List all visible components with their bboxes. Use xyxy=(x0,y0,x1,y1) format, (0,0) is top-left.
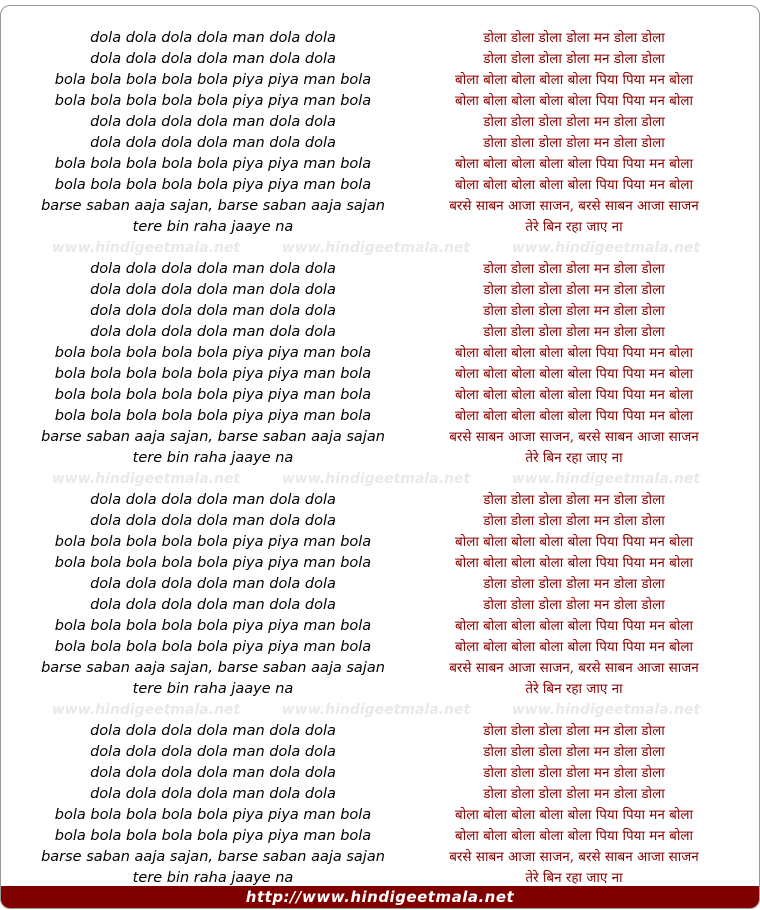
lyric-line-hindi: बरसे साबन आजा साजन, बरसे साबन आजा साजन xyxy=(449,660,699,676)
lyric-line-english: dola dola dola dola man dola dola xyxy=(90,303,336,319)
lyric-line-english: barse saban aaja sajan, barse saban aaja sajan xyxy=(41,660,385,676)
lyric-line-english: bola bola bola bola bola piya piya man bola xyxy=(54,156,372,172)
lyric-line-hindi: तेरे बिन रहा जाए ना xyxy=(525,870,623,886)
watermark-text: www.hindigeetmala.net xyxy=(511,240,701,256)
lyric-line-english: bola bola bola bola bola piya piya man bola xyxy=(54,408,372,424)
lyric-line-hindi: डोला डोला डोला डोला मन डोला डोला xyxy=(483,723,665,739)
lyric-line-hindi: डोला डोला डोला डोला मन डोला डोला xyxy=(483,261,665,277)
lyric-line-english: dola dola dola dola man dola dola xyxy=(90,51,336,67)
lyric-line-english: dola dola dola dola man dola dola xyxy=(90,282,336,298)
lyric-line-hindi: बोला बोला बोला बोला बोला पिया पिया मन बोला xyxy=(454,345,693,361)
lyric-line-hindi: बोला बोला बोला बोला बोला पिया पिया मन बोला xyxy=(454,807,693,823)
lyric-line-english: barse saban aaja sajan, barse saban aaja sajan xyxy=(41,198,385,214)
lyric-line-english: dola dola dola dola man dola dola xyxy=(90,261,336,277)
lyric-line-english: bola bola bola bola bola piya piya man bola xyxy=(54,828,372,844)
lyric-line-hindi: बोला बोला बोला बोला बोला पिया पिया मन बोला xyxy=(454,93,693,109)
lyric-line-hindi: डोला डोला डोला डोला मन डोला डोला xyxy=(483,786,665,802)
lyric-line-english: bola bola bola bola bola piya piya man bola xyxy=(54,177,372,193)
lyric-line-english: dola dola dola dola man dola dola xyxy=(90,513,336,529)
watermark-text: www.hindigeetmala.net xyxy=(51,702,241,718)
lyric-line-hindi: डोला डोला डोला डोला मन डोला डोला xyxy=(483,513,665,529)
lyric-line-english: tere bin raha jaaye na xyxy=(132,450,294,466)
lyric-line-hindi: बोला बोला बोला बोला बोला पिया पिया मन बोला xyxy=(454,408,693,424)
lyric-line-english: bola bola bola bola bola piya piya man bola xyxy=(54,534,372,550)
lyric-line-hindi: डोला डोला डोला डोला मन डोला डोला xyxy=(483,492,665,508)
lyric-line-english: dola dola dola dola man dola dola xyxy=(90,324,336,340)
lyric-line-hindi: बरसे साबन आजा साजन, बरसे साबन आजा साजन xyxy=(449,198,699,214)
lyric-line-hindi: बोला बोला बोला बोला बोला पिया पिया मन बोला xyxy=(454,156,693,172)
lyric-line-hindi: बरसे साबन आजा साजन, बरसे साबन आजा साजन xyxy=(449,849,699,865)
lyric-line-english: bola bola bola bola bola piya piya man bola xyxy=(54,639,372,655)
lyric-line-hindi: डोला डोला डोला डोला मन डोला डोला xyxy=(483,576,665,592)
lyric-line-english: bola bola bola bola bola piya piya man bola xyxy=(54,555,372,571)
watermark-text: www.hindigeetmala.net xyxy=(281,240,471,256)
watermark-text: www.hindigeetmala.net xyxy=(51,471,241,487)
lyrics-page xyxy=(0,5,760,909)
lyric-line-english: bola bola bola bola bola piya piya man bola xyxy=(54,387,372,403)
lyric-line-english: bola bola bola bola bola piya piya man bola xyxy=(54,618,372,634)
lyric-line-hindi: बोला बोला बोला बोला बोला पिया पिया मन बोला xyxy=(454,72,693,88)
lyric-line-hindi: बोला बोला बोला बोला बोला पिया पिया मन बोला xyxy=(454,828,693,844)
lyric-line-hindi: डोला डोला डोला डोला मन डोला डोला xyxy=(483,135,665,151)
lyric-line-hindi: डोला डोला डोला डोला मन डोला डोला xyxy=(483,30,665,46)
lyric-line-hindi: बोला बोला बोला बोला बोला पिया पिया मन बोला xyxy=(454,618,693,634)
lyric-line-hindi: बोला बोला बोला बोला बोला पिया पिया मन बोला xyxy=(454,639,693,655)
lyric-line-english: dola dola dola dola man dola dola xyxy=(90,492,336,508)
lyric-line-hindi: बोला बोला बोला बोला बोला पिया पिया मन बोला xyxy=(454,534,693,550)
lyric-line-english: dola dola dola dola man dola dola xyxy=(90,765,336,781)
lyric-line-hindi: डोला डोला डोला डोला मन डोला डोला xyxy=(483,744,665,760)
lyric-line-hindi: डोला डोला डोला डोला मन डोला डोला xyxy=(483,765,665,781)
watermark-text: www.hindigeetmala.net xyxy=(511,702,701,718)
lyric-line-hindi: डोला डोला डोला डोला मन डोला डोला xyxy=(483,114,665,130)
lyric-line-english: bola bola bola bola bola piya piya man bola xyxy=(54,72,372,88)
lyric-line-english: bola bola bola bola bola piya piya man bola xyxy=(54,366,372,382)
lyric-line-english: tere bin raha jaaye na xyxy=(132,219,294,235)
lyric-line-english: dola dola dola dola man dola dola xyxy=(90,135,336,151)
watermark-text: www.hindigeetmala.net xyxy=(51,240,241,256)
lyric-line-hindi: बोला बोला बोला बोला बोला पिया पिया मन बोला xyxy=(454,177,693,193)
watermark-text: www.hindigeetmala.net xyxy=(281,702,471,718)
lyric-line-hindi: डोला डोला डोला डोला मन डोला डोला xyxy=(483,282,665,298)
lyric-line-english: bola bola bola bola bola piya piya man bola xyxy=(54,807,372,823)
lyric-line-english: dola dola dola dola man dola dola xyxy=(90,744,336,760)
lyric-line-english: tere bin raha jaaye na xyxy=(132,870,294,886)
lyric-line-hindi: तेरे बिन रहा जाए ना xyxy=(525,681,623,697)
lyric-line-english: dola dola dola dola man dola dola xyxy=(90,597,336,613)
watermark-row xyxy=(1,701,760,719)
lyric-line-hindi: डोला डोला डोला डोला मन डोला डोला xyxy=(483,597,665,613)
lyric-line-hindi: तेरे बिन रहा जाए ना xyxy=(525,450,623,466)
lyric-line-english: dola dola dola dola man dola dola xyxy=(90,723,336,739)
watermark-row xyxy=(1,239,760,257)
lyric-line-hindi: बोला बोला बोला बोला बोला पिया पिया मन बोला xyxy=(454,555,693,571)
lyric-line-hindi: डोला डोला डोला डोला मन डोला डोला xyxy=(483,324,665,340)
lyric-line-hindi: बोला बोला बोला बोला बोला पिया पिया मन बोला xyxy=(454,366,693,382)
footer-url[interactable]: http://www.hindigeetmala.net xyxy=(1,886,759,908)
watermark-text: www.hindigeetmala.net xyxy=(511,471,701,487)
watermark-text: www.hindigeetmala.net xyxy=(281,471,471,487)
lyric-line-hindi: बरसे साबन आजा साजन, बरसे साबन आजा साजन xyxy=(449,429,699,445)
lyric-line-english: barse saban aaja sajan, barse saban aaja sajan xyxy=(41,849,385,865)
lyric-line-hindi: बोला बोला बोला बोला बोला पिया पिया मन बोला xyxy=(454,387,693,403)
lyric-line-english: tere bin raha jaaye na xyxy=(132,681,294,697)
lyric-line-english: dola dola dola dola man dola dola xyxy=(90,576,336,592)
lyric-line-english: bola bola bola bola bola piya piya man bola xyxy=(54,345,372,361)
lyric-line-english: dola dola dola dola man dola dola xyxy=(90,786,336,802)
lyric-line-english: bola bola bola bola bola piya piya man bola xyxy=(54,93,372,109)
lyric-line-hindi: डोला डोला डोला डोला मन डोला डोला xyxy=(483,303,665,319)
lyric-line-english: barse saban aaja sajan, barse saban aaja sajan xyxy=(41,429,385,445)
watermark-row xyxy=(1,470,760,488)
lyric-line-hindi: डोला डोला डोला डोला मन डोला डोला xyxy=(483,51,665,67)
lyric-line-english: dola dola dola dola man dola dola xyxy=(90,114,336,130)
lyric-line-english: dola dola dola dola man dola dola xyxy=(90,30,336,46)
lyric-line-hindi: तेरे बिन रहा जाए ना xyxy=(525,219,623,235)
